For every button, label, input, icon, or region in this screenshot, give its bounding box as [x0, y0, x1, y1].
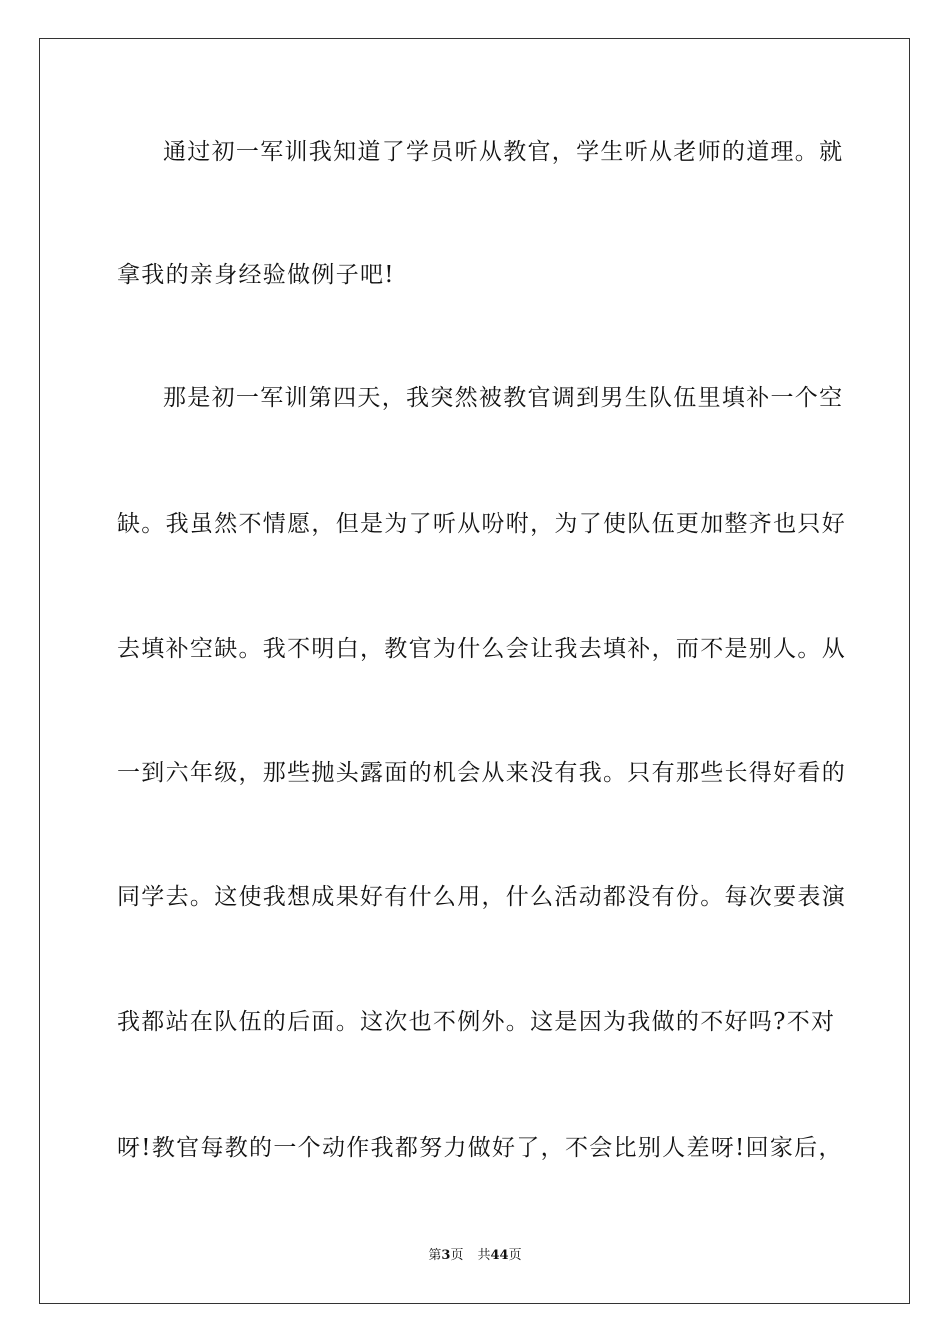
body-text-line: 通过初一军训我知道了学员听从教官，学生听从老师的道理。就: [163, 139, 844, 165]
body-text-line: 缺。我虽然不情愿，但是为了听从吩咐，为了使队伍更加整齐也只好: [117, 511, 846, 537]
body-text-line: 我都站在队伍的后面。这次也不例外。这是因为我做的不好吗?不对: [117, 1009, 836, 1035]
body-text-line: 呀!教官每教的一个动作我都努力做好了，不会比别人差呀!回家后，: [117, 1135, 843, 1161]
footer-total-suffix: 页: [508, 1248, 522, 1263]
footer-total-prefix: 共: [477, 1248, 491, 1263]
footer-page-prefix: 第: [428, 1248, 442, 1263]
body-text-line: 那是初一军训第四天，我突然被教官调到男生队伍里填补一个空: [163, 385, 844, 411]
footer-total-pages: 44: [490, 1248, 509, 1263]
body-text-line: 拿我的亲身经验做例子吧!: [117, 262, 395, 288]
body-text-line: 一到六年级，那些抛头露面的机会从来没有我。只有那些长得好看的: [117, 760, 846, 786]
body-text-line: 去填补空缺。我不明白，教官为什么会让我去填补，而不是别人。从: [117, 636, 846, 662]
page-footer: [0, 1247, 950, 1265]
footer-page-suffix: 页: [450, 1248, 464, 1263]
page-border: [39, 38, 910, 1304]
footer-page-number: 3: [441, 1248, 451, 1263]
body-text-line: 同学去。这使我想成果好有什么用，什么活动都没有份。每次要表演: [117, 884, 846, 910]
